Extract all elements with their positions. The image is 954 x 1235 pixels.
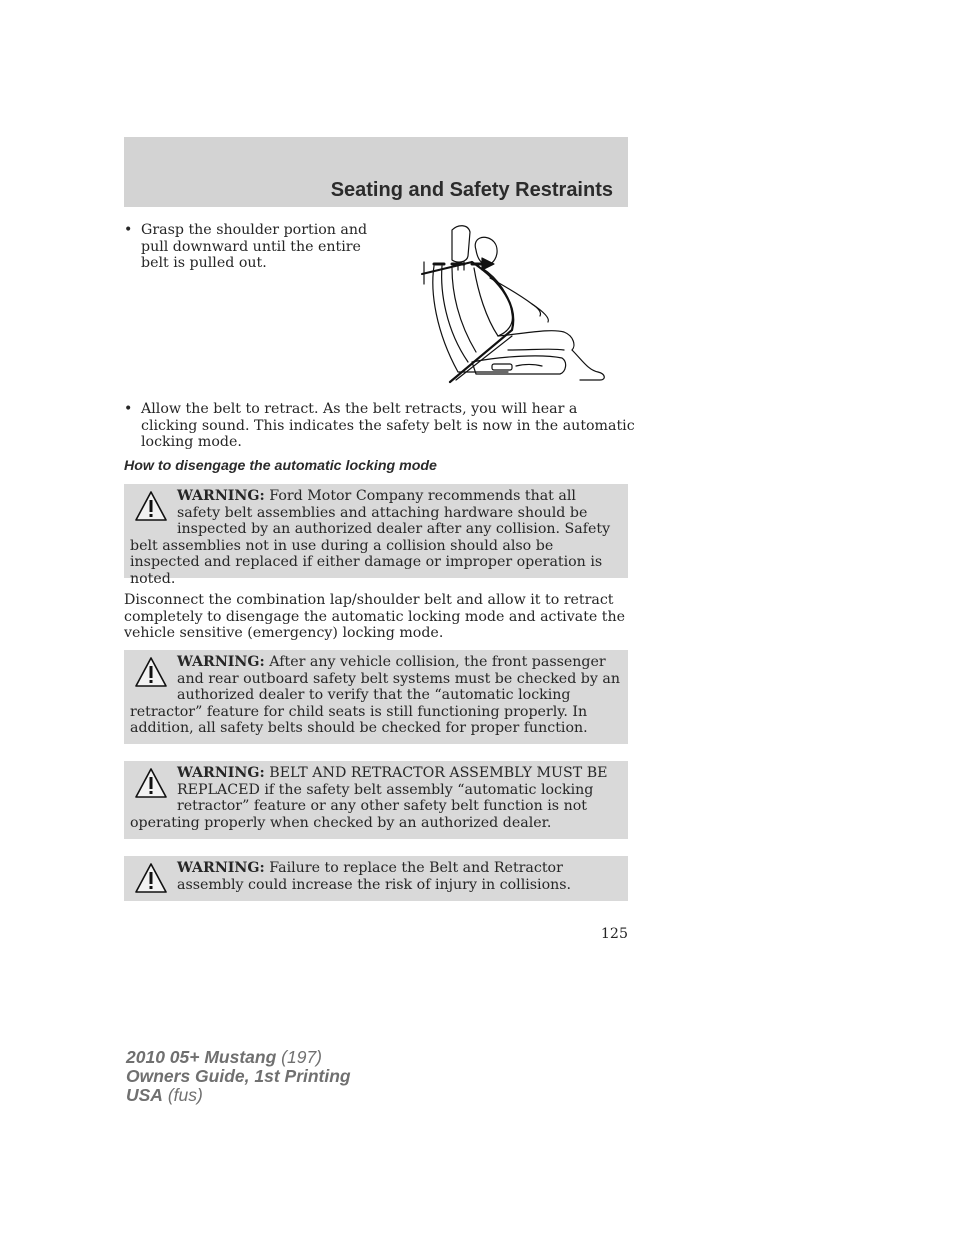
section-header — [124, 137, 628, 207]
footer-market-code: (fus) — [167, 1085, 203, 1105]
warning-label: WARNING: — [177, 860, 265, 876]
warning-box — [124, 856, 628, 901]
warning-triangle-icon — [134, 862, 168, 895]
warning-text: After any vehicle collision, the front passenger and rear outboard safety belt systems must be checked by an authorized dealer to verify that the “automatic locking retractor” feature for child seats is still functioning properly. In addition, all safety belts should be checked for proper function. — [130, 654, 620, 736]
subheading: How to disengage the automatic locking mode — [124, 458, 437, 474]
warning-box — [124, 484, 628, 587]
footer-market: USA — [126, 1085, 163, 1105]
warning-text: Ford Motor Company recommends that all safety belt assemblies and attaching hardware should be inspected by an authorized dealer after any collision. Safety belt assemblies not in use during a collision should also be inspected and replaced if either damage or improper operation is noted. — [130, 488, 611, 587]
warning-text: BELT AND RETRACTOR ASSEMBLY MUST BE REPLACED if the safety belt assembly “automatic locking retractor” feature or any other safety belt function is not operating properly when checked by an authorized dealer. — [130, 765, 608, 831]
footer-line-2 — [126, 1067, 351, 1086]
bullet-text: Grasp the shoulder portion and pull downward until the entire belt is pulled out. — [141, 222, 368, 271]
page-number: 125 — [600, 926, 628, 942]
warning-label: WARNING: — [177, 765, 265, 781]
warning-text: Failure to replace the Belt and Retractor assembly could increase the risk of injury in collisions. — [177, 860, 572, 893]
footer-line-1 — [126, 1048, 351, 1067]
bullet-text: Allow the belt to retract. As the belt retracts, you will hear a clicking sound. This indicates the safety belt is now in the automatic locking mode. — [141, 401, 635, 450]
warning-label: WARNING: — [177, 488, 265, 504]
seat-belt-illustration — [412, 222, 608, 386]
footer-model: 2010 05+ Mustang — [126, 1047, 277, 1067]
bullet-symbol: • — [124, 222, 133, 238]
footer-line-3 — [126, 1086, 351, 1105]
warning-label: WARNING: — [177, 654, 265, 670]
footer-model-code: (197) — [281, 1047, 323, 1067]
document-footer — [126, 1048, 351, 1105]
footer-guide: Owners Guide, 1st Printing — [126, 1066, 351, 1086]
warning-triangle-icon — [134, 656, 168, 689]
bullet-item — [124, 222, 376, 272]
warning-triangle-icon — [134, 767, 168, 800]
warning-triangle-icon — [134, 490, 168, 523]
warning-box — [124, 650, 628, 744]
body-paragraph: Disconnect the combination lap/shoulder belt and allow it to retract completely to disengage the automatic locking mode and activate the vehicle sensitive (emergency) locking mode. — [124, 592, 626, 641]
bullet-symbol: • — [124, 401, 133, 417]
bullet-item — [124, 401, 636, 451]
section-title: Seating and Safety Restraints — [330, 179, 613, 201]
warning-box — [124, 761, 628, 839]
